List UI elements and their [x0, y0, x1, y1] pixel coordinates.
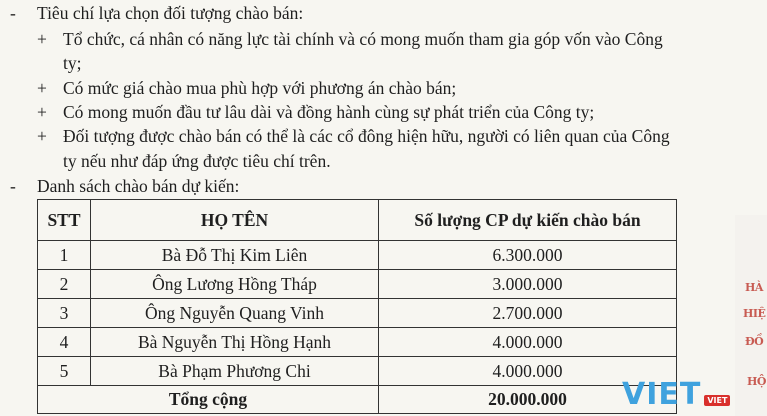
table-row — [38, 357, 677, 386]
row-quantity: 4.000.000 — [379, 328, 677, 357]
header-name: HỌ TÊN — [91, 200, 379, 241]
plus-marker: + — [37, 102, 47, 122]
criterion-1-line-1: Tổ chức, cá nhân có năng lực tài chính và có mong muốn tham gia góp vốn vào Công — [63, 29, 663, 49]
table-total-row — [38, 386, 677, 414]
table-row — [38, 328, 677, 357]
row-stt: 4 — [38, 328, 91, 357]
table-row — [38, 241, 677, 270]
header-quantity: Số lượng CP dự kiến chào bán — [379, 200, 677, 241]
dash-marker: - — [10, 176, 16, 196]
criterion-4-line-1: Đối tượng được chào bán có thể là các cổ đông hiện hữu, người có liên quan của Công — [63, 126, 670, 146]
total-label: Tổng cộng — [38, 386, 379, 414]
row-name: Bà Nguyễn Thị Hồng Hạnh — [91, 328, 379, 357]
criterion-1-line-2: ty; — [63, 53, 82, 73]
plus-marker: + — [37, 29, 47, 49]
plus-marker: + — [37, 126, 47, 146]
row-quantity: 3.000.000 — [379, 270, 677, 299]
row-name: Bà Đỗ Thị Kim Liên — [91, 241, 379, 270]
margin-fragment: HÀ — [745, 281, 763, 294]
plus-marker: + — [37, 78, 47, 98]
row-quantity: 4.000.000 — [379, 357, 677, 386]
margin-fragment: ĐỒ — [745, 335, 764, 348]
row-stt: 3 — [38, 299, 91, 328]
row-name: Bà Phạm Phương Chi — [91, 357, 379, 386]
row-stt: 5 — [38, 357, 91, 386]
watermark-logo — [622, 364, 730, 410]
row-quantity: 6.300.000 — [379, 241, 677, 270]
offering-table — [37, 199, 677, 414]
dash-marker: - — [10, 3, 16, 23]
margin-fragment: HIỆ — [743, 307, 766, 320]
criterion-4-line-2: ty nếu như đáp ứng được tiêu chí trên. — [63, 151, 331, 171]
row-stt: 1 — [38, 241, 91, 270]
watermark-text: VIET — [622, 377, 702, 412]
table-row — [38, 299, 677, 328]
table-row — [38, 270, 677, 299]
header-stt: STT — [38, 200, 91, 241]
row-name: Ông Nguyễn Quang Vinh — [91, 299, 379, 328]
row-name: Ông Lương Hồng Tháp — [91, 270, 379, 299]
row-quantity: 2.700.000 — [379, 299, 677, 328]
criterion-2-line-1: Có mức giá chào mua phù hợp với phương án chào bán; — [63, 78, 457, 98]
criteria-heading: Tiêu chí lựa chọn đối tượng chào bán: — [37, 3, 304, 23]
table-header-row — [38, 200, 677, 241]
row-stt: 2 — [38, 270, 91, 299]
watermark-badge: VIET — [704, 395, 730, 406]
total-value: 20.000.000 — [379, 386, 677, 414]
list-heading: Danh sách chào bán dự kiến: — [37, 176, 240, 196]
adjacent-page-margin — [735, 215, 767, 416]
criterion-3-line-1: Có mong muốn đầu tư lâu dài và đồng hành cùng sự phát triển của Công ty; — [63, 102, 595, 122]
margin-fragment: HỘ — [747, 375, 766, 388]
